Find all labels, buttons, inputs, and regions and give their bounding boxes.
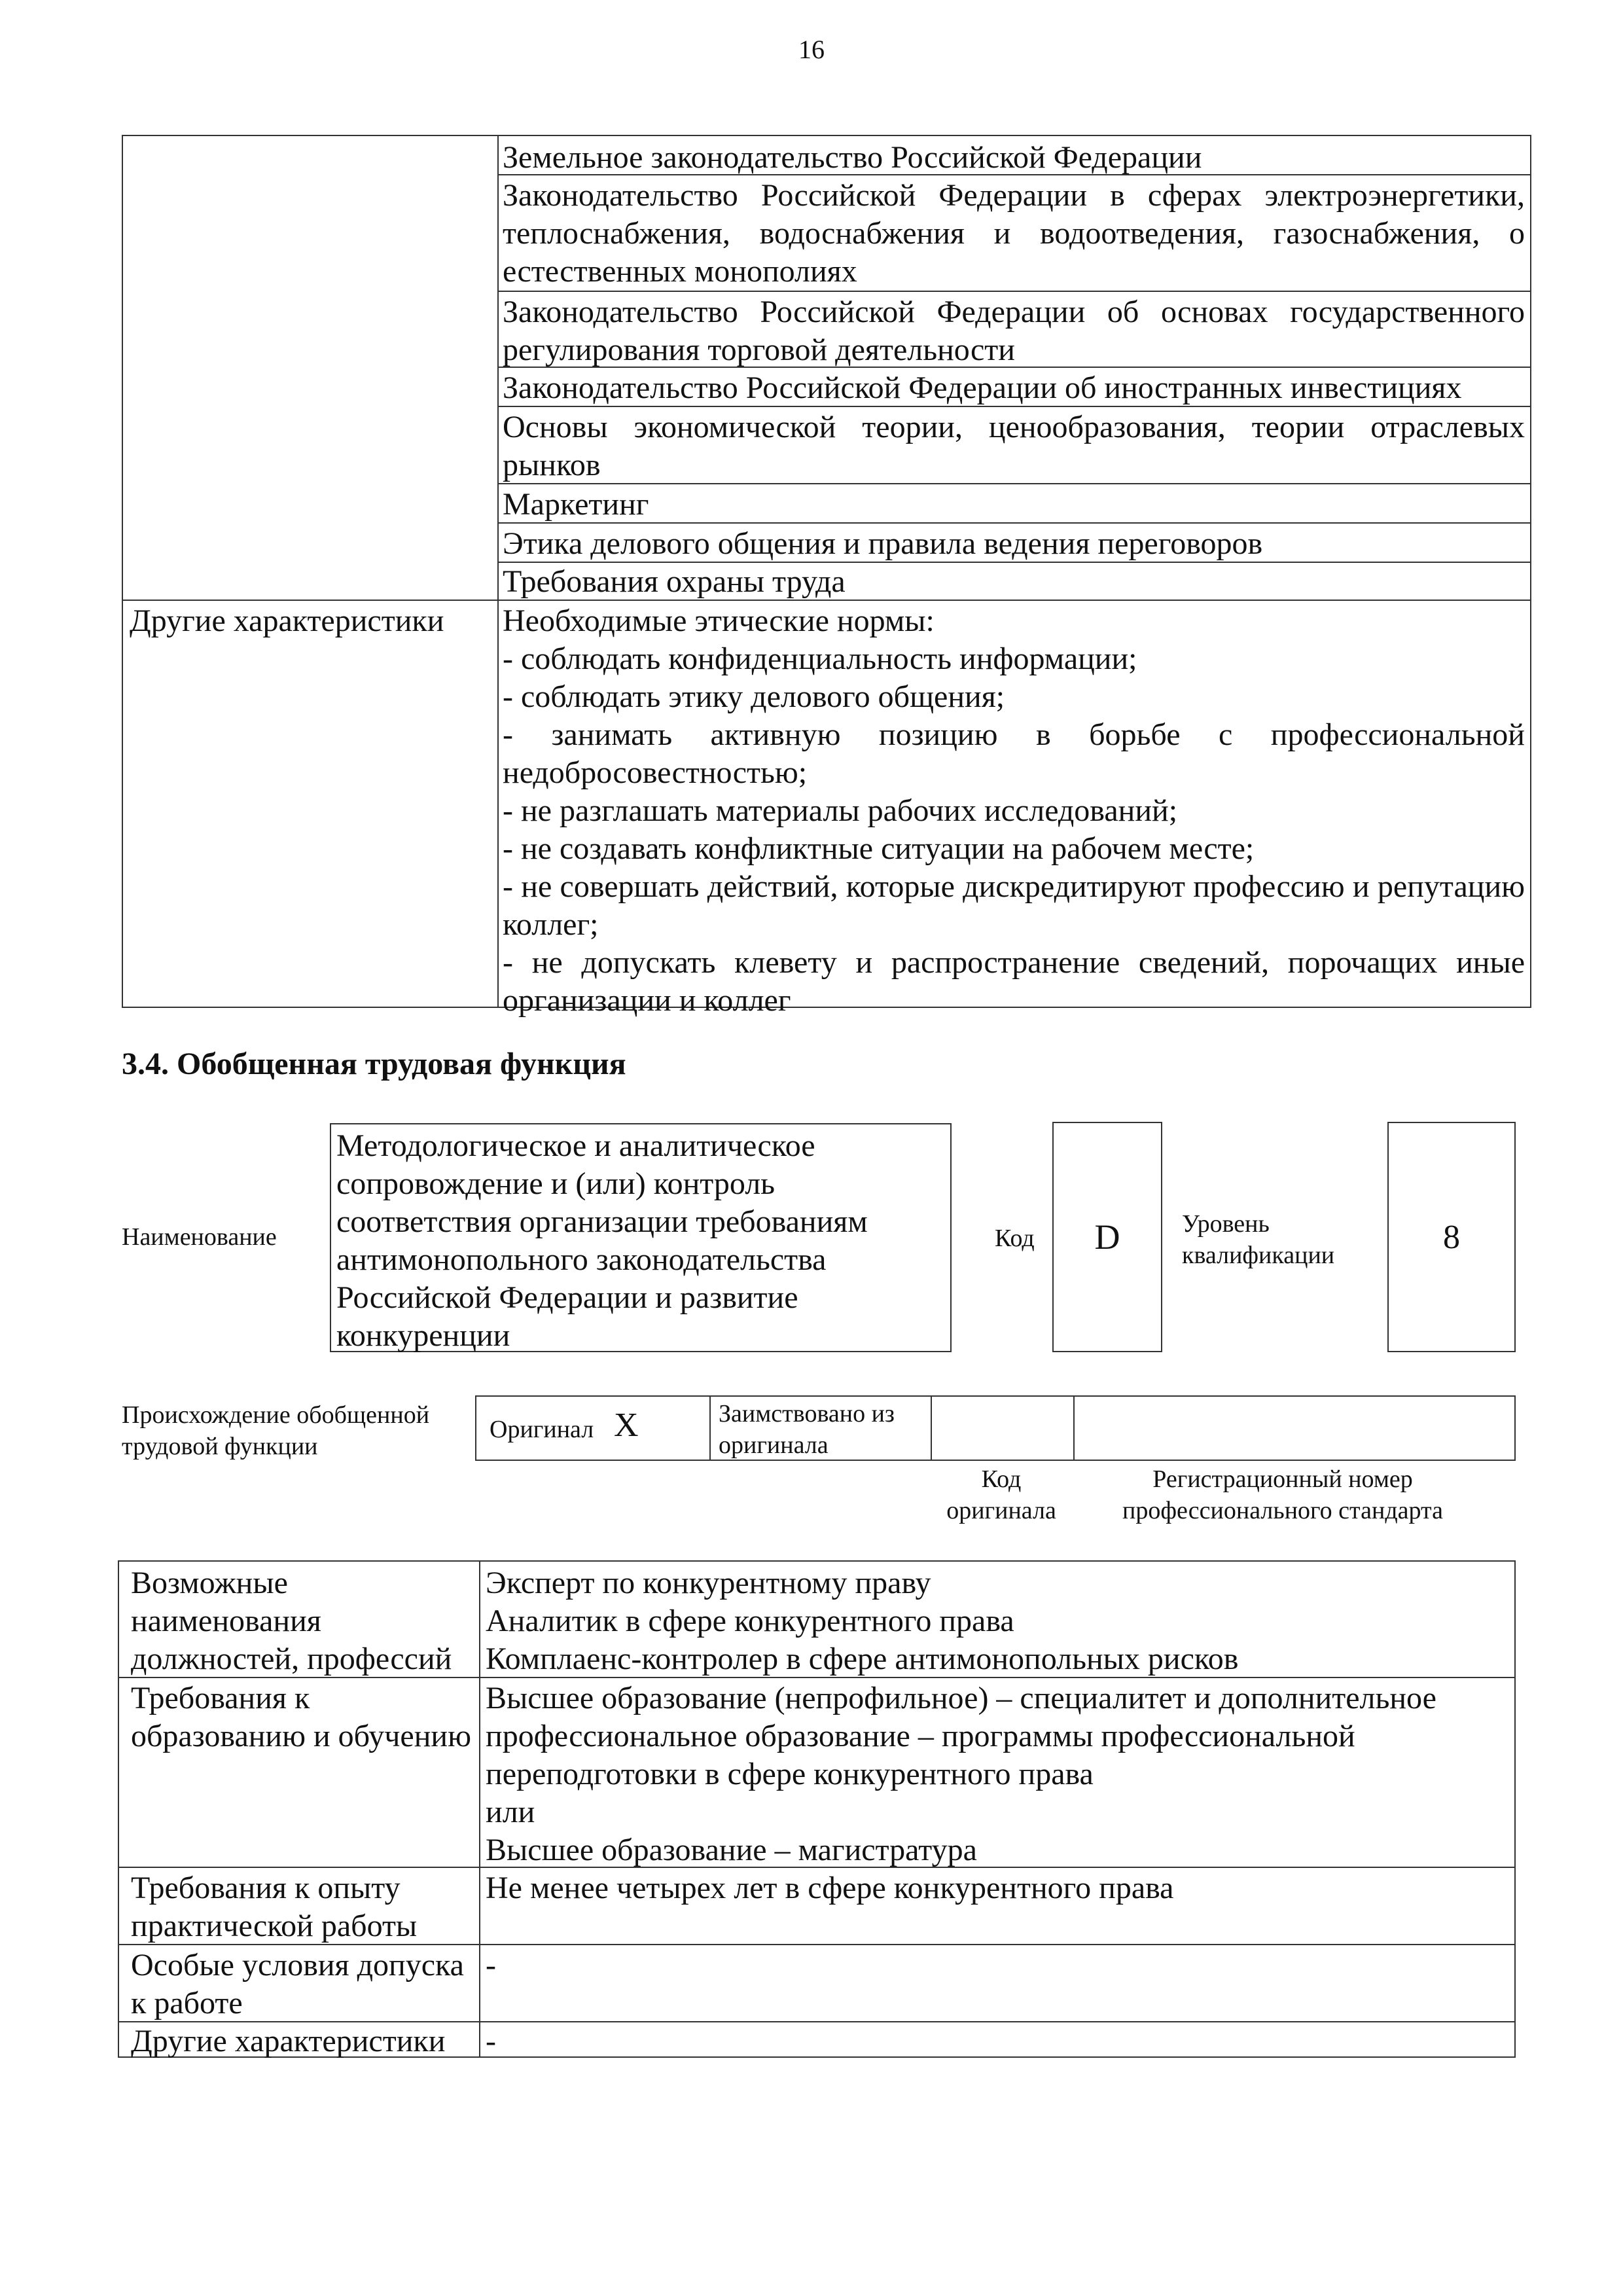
qualification-level-label: Уровень квалификации: [1182, 1210, 1335, 1269]
name-label: Наименование: [122, 1223, 277, 1251]
table-row: Законодательство Российской Федерации об основах государственного регулирования торговой деятельности: [503, 295, 1525, 367]
table-row-label: Другие характеристики: [131, 2024, 446, 2058]
code-caption: Код оригинала: [946, 1465, 1056, 1524]
function-name: Методологическое и аналитическое сопровождение и (или) контроль соответствия организации требованиям антимонопольного законодательства Российской Федерации и развитие конкуренции: [336, 1128, 868, 1353]
table-row-label: Требования к образованию и обучению: [131, 1681, 471, 1753]
table-row: Законодательство Российской Федерации в сферах электроэнергетики, теплоснабжения, водоснабжения и водоотведения, газоснабжения, о естественных монополиях: [503, 178, 1525, 289]
qualification-level-box: [1387, 1122, 1516, 1352]
code-value: D: [1094, 1217, 1120, 1257]
table-row-value: Не менее четырех лет в сфере конкурентного права: [486, 1871, 1174, 1905]
page-number: 16: [798, 35, 825, 64]
code-label: Код: [995, 1225, 1035, 1252]
table-row: Этика делового общения и правила ведения переговоров: [503, 526, 1263, 561]
qualification-level-value: 8: [1443, 1218, 1460, 1256]
code-value-box: [1052, 1122, 1162, 1352]
table-row: Земельное законодательство Российской Федерации: [503, 140, 1202, 175]
list-item: - не допускать клевету и распространение сведений, порочащих иные организации и коллег: [503, 945, 1525, 1018]
table-row-label: Особые условия допуска к работе: [131, 1948, 464, 2020]
table-row-label: Возможные наименования должностей, профессий: [131, 1566, 452, 1676]
ethical-norms-list: [503, 602, 1525, 1020]
list-item: - не создавать конфликтные ситуации на рабочем месте;: [503, 831, 1255, 866]
borrowed-label: Заимствовано из оригинала: [719, 1400, 895, 1459]
origin-label: Происхождение обобщенной трудовой функции: [122, 1401, 430, 1460]
reg-number-caption: Регистрационный номер профессионального стандарта: [1122, 1465, 1443, 1524]
table-row-label: Требования к опыту практической работы: [131, 1871, 418, 1943]
list-item: - соблюдать конфиденциальность информации;: [503, 641, 1137, 676]
table-row-value: -: [486, 1948, 496, 1982]
origin-table: [475, 1395, 1516, 1461]
function-name-box: [330, 1123, 952, 1352]
table-row: Основы экономической теории, ценообразования, теории отраслевых рынков: [503, 410, 1525, 482]
list-item: - занимать активную позицию в борьбе с профессиональной недобросовестностью;: [503, 717, 1525, 790]
list-item: - не разглашать материалы рабочих исследований;: [503, 793, 1178, 828]
table-row-value: Эксперт по конкурентному праву Аналитик в сфере конкурентного права Комплаенс-контролер в сфере антимонопольных рисков: [486, 1566, 1239, 1676]
requirements-table: [118, 1560, 1516, 2058]
table-row-value: Высшее образование (непрофильное) – специалитет и дополнительное профессиональное образование – программы профессиональной переподготовки в сфере конкурентного права или Высшее образование – магистратура: [486, 1681, 1436, 1867]
table-row: Маркетинг: [503, 487, 649, 522]
table-row: Законодательство Российской Федерации об иностранных инвестициях: [503, 370, 1462, 405]
knowledge-table: [122, 135, 1531, 1018]
table-row: Требования охраны труда: [503, 564, 846, 599]
section-heading: 3.4. Обобщенная трудовая функция: [122, 1047, 626, 1081]
list-item: Необходимые этические нормы:: [503, 603, 935, 638]
other-characteristics-label: Другие характеристики: [130, 603, 444, 638]
list-item: - соблюдать этику делового общения;: [503, 679, 1005, 714]
original-label: Оригинал: [490, 1416, 594, 1443]
table-row-value: -: [486, 2024, 496, 2058]
original-mark: X: [614, 1407, 639, 1444]
list-item: - не совершать действий, которые дискредитируют профессию и репутацию коллег;: [503, 869, 1525, 942]
